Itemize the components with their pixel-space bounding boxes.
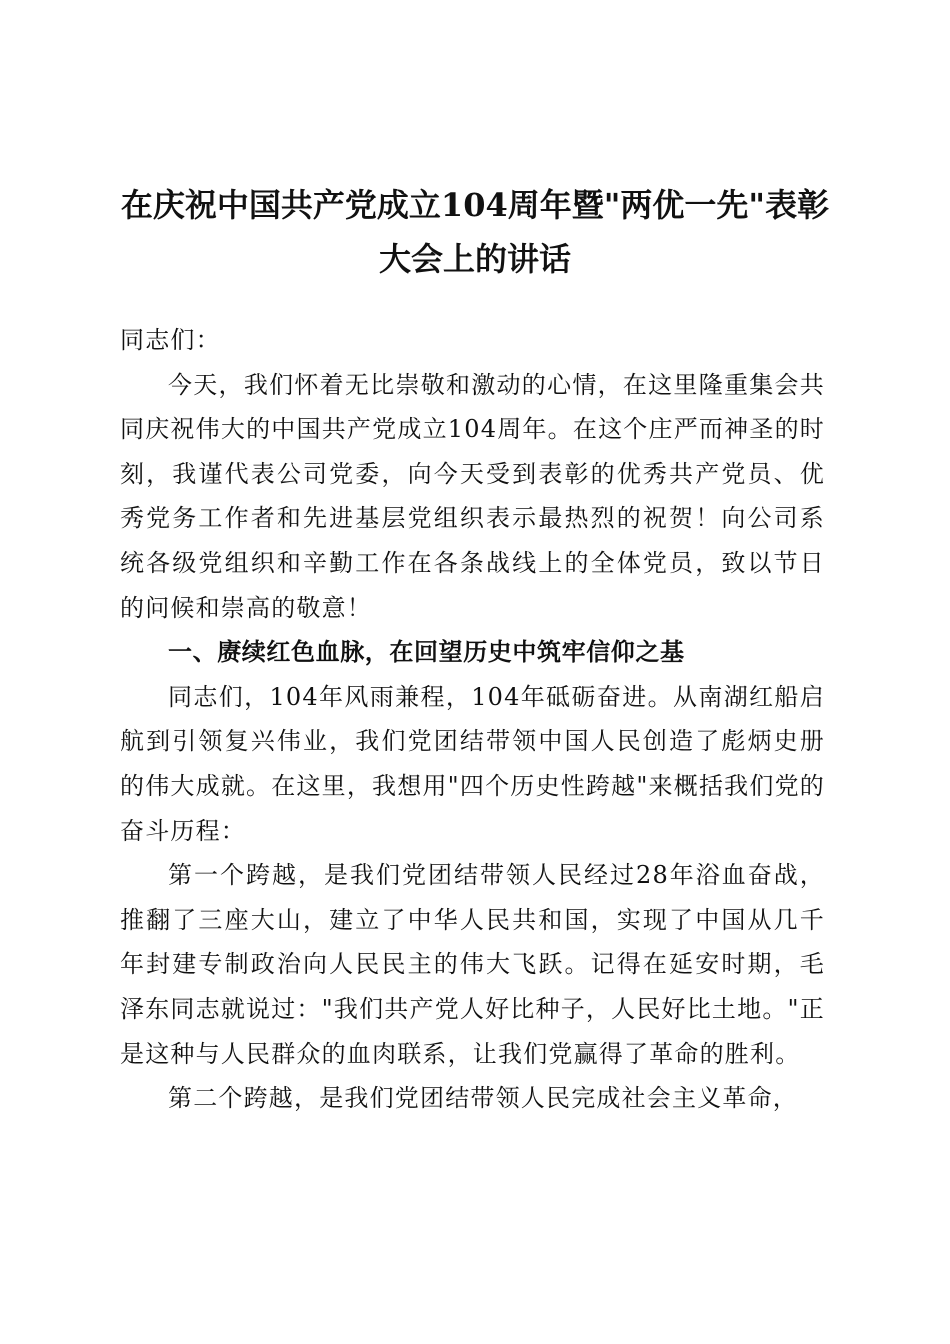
section-paragraph-1: 同志们，104年风雨兼程，104年砥砺奋进。从南湖红船启航到引领复兴伟业，我们党团结带领中国人民创造了彪炳史册的伟大成就。在这里，我想用"四个历史性跨越"来概括我们党的奋斗历程： bbox=[120, 682, 825, 845]
section-paragraph-3: 第二个跨越，是我们党团结带领人民完成社会主义革命， bbox=[168, 1084, 798, 1113]
document-title: 在庆祝中国共产党成立104周年暨"两优一先"表彰大会上的讲话 bbox=[120, 186, 830, 278]
document-body bbox=[120, 318, 825, 1121]
opening-paragraph: 今天，我们怀着无比崇敬和激动的心情，在这里隆重集会共同庆祝伟大的中国共产党成立104周年。在这个庄严而神圣的时刻，我谨代表公司党委，向今天受到表彰的优秀共产党员、优秀党务工作者和先进基层党组织表示最热烈的祝贺！向公司系统各级党组织和辛勤工作在各条战线上的全体党员，致以节日的问候和崇高的敬意！ bbox=[120, 370, 825, 622]
salutation: 同志们： bbox=[120, 326, 221, 354]
section-heading: 一、赓续红色血脉，在回望历史中筑牢信仰之基 bbox=[168, 638, 685, 667]
section-paragraph-2: 第一个跨越，是我们党团结带领人民经过28年浴血奋战，推翻了三座大山，建立了中华人民共和国，实现了中国从几千年封建专制政治向人民民主的伟大飞跃。记得在延安时期，毛泽东同志就说过："我们共产党人好比种子，人民好比土地。"正是这种与人民群众的血肉联系，让我们党赢得了革命的胜利。 bbox=[120, 861, 825, 1068]
